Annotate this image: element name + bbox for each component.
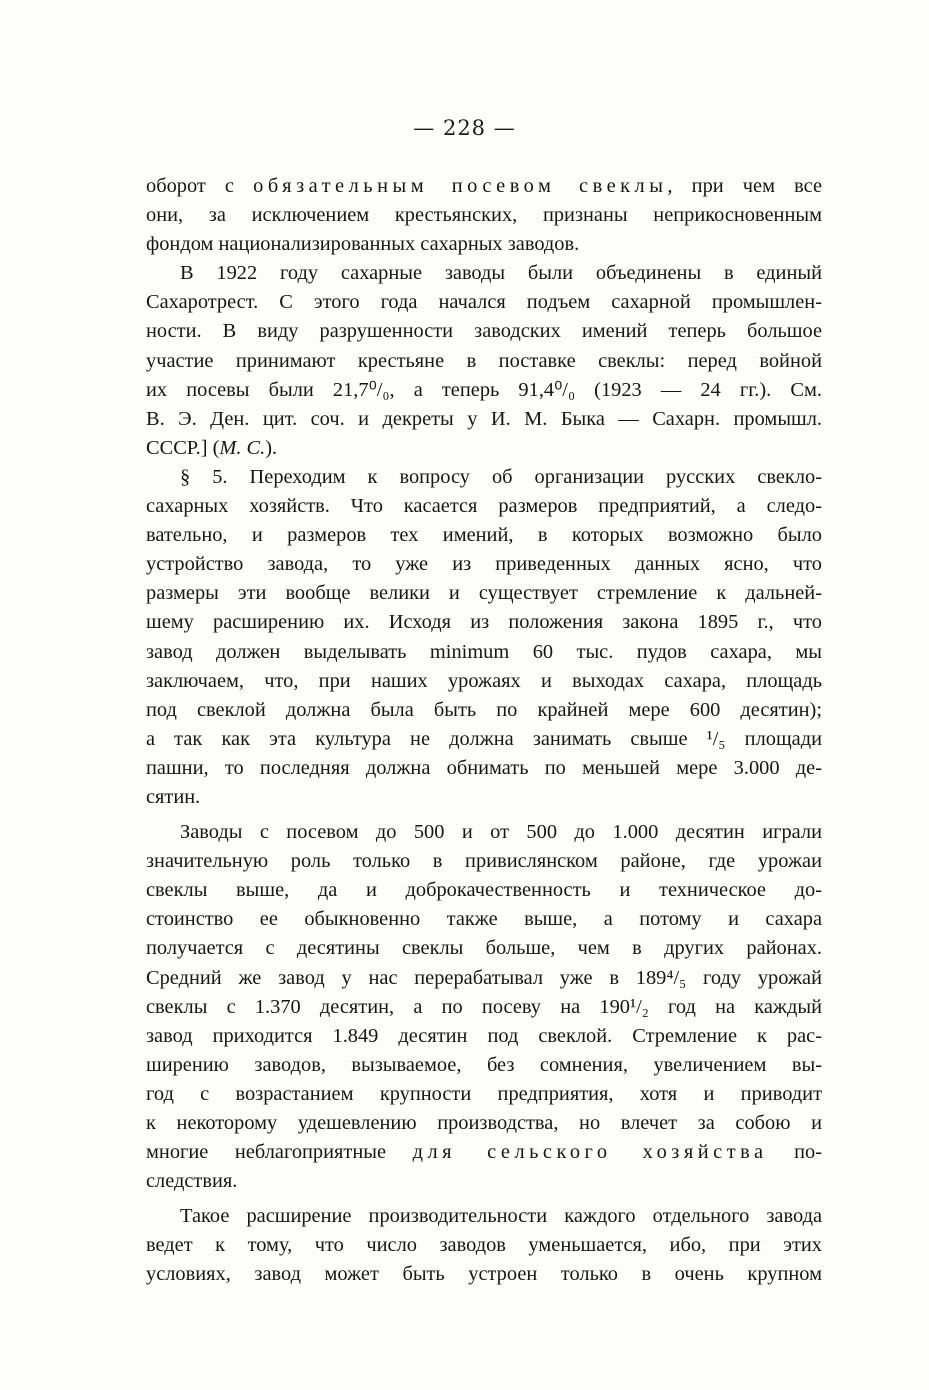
text-line: завод должен выделывать minimum 60 тыс. пудов сахара, мы [146,640,822,663]
text-line: шему расширению их. Исходя из положения закона 1895 г., что [146,611,822,634]
paragraph [146,172,822,259]
text-line: ширению заводов, вызываемое, без сомнения, увеличением вы- [146,1053,822,1076]
paragraph [146,463,822,812]
text-line: Такое расширение производительности каждого отдельного завода [180,1205,822,1228]
text-line: значительную роль только в привислянском районе, где урожаи [146,850,822,873]
text-line: стоинство ее обыкновенно также выше, а потому и сахара [146,908,822,931]
text-line: сахарных хозяйств. Что касается размеров предприятий, а следо- [146,495,822,518]
text-line: фондом национализированных сахарных заводов. [146,233,580,256]
text-line: свеклы выше, да и доброкачественность и техническое до- [146,879,822,902]
text-line: устройство завода, то уже из приведенных данных ясно, что [146,553,822,576]
text-line: завод приходится 1.849 десятин под свеклой. Стремление к рас- [146,1024,822,1047]
text-line: сятин. [146,785,201,808]
text-segment: СССР.] ( [146,436,220,459]
text-line: получается с десятины свеклы больше, чем в других районах. [146,937,822,960]
body-text [146,172,822,1290]
text-line: Заводы с посевом до 500 и от 500 до 1.000 десятин играли [180,821,822,844]
text-line: они, за исключением крестьянских, признаны неприкосновенным [146,204,822,227]
text-line: § 5. Переходим к вопросу об организации русских свекло- [180,465,822,488]
text-line: свеклы с 1.370 десятин, а по посеву на 190¹/₂ год на каждый [146,995,822,1018]
text-line: их посевы были 21,7⁰/₀, а теперь 91,4⁰/₀ (1923 — 24 гг.). См. [146,378,822,401]
text-line: ности. В виду разрушенности заводских имений теперь большое [146,320,822,343]
text-line: участие принимают крестьяне в поставке свеклы: перед войной [146,349,822,372]
text-line [146,434,822,463]
text-segment: для сельского хозяйства [412,1141,768,1164]
text-line: размеры эти вообще велики и существует стремление к дальней- [146,582,822,605]
text-line: ведет к тому, что число заводов уменьшается, ибо, при этих [146,1234,822,1257]
text-line: заключаем, что, при наших урожаях и выходах сахара, площадь [146,669,822,692]
paragraph [146,818,822,1196]
text-line: вательно, и размеров тех имений, в которых возможно было [146,524,822,547]
text-segment: ). [265,436,278,459]
text-segment: по- [767,1141,822,1164]
text-line: следствия. [146,1170,238,1193]
paragraph [146,1202,822,1289]
text-line: В 1922 году сахарные заводы были объединены в единый [180,262,822,285]
text-line: год с возрастанием крупности предприятия, хотя и приводит [146,1082,822,1105]
page-number: — 228 — [413,116,516,140]
text-line: пашни, то последняя должна обнимать по меньшей мере 3.000 де- [146,756,822,779]
text-segment: обязательным посевом свеклы [253,175,668,197]
text-line: а так как эта культура не должна занимать свыше ¹/₅ площади [146,727,822,750]
text-segment: многие неблагоприятные [146,1141,413,1164]
text-segment: М. С. [219,436,266,459]
text-line [146,1138,822,1167]
text-line: Средний же завод у нас перерабатывал уже в 189⁴/₅ году урожай [146,966,822,989]
text-line: В. Э. Ден. цит. соч. и декреты у И. М. Быка — Сахарн. промышл. [146,407,822,430]
text-line: под свеклой должна была быть по крайней мере 600 десятин); [146,698,822,721]
text-line: к некоторому удешевлению производства, но влечет за собою и [146,1112,822,1134]
text-line: условиях, завод может быть устроен только в очень крупном [146,1263,822,1286]
text-segment: , при чем все [667,175,822,197]
text-line: Сахаротрест. С этого года начался подъем сахарной промышлен- [146,291,822,314]
text-segment: оборот с [146,175,254,197]
paragraph [146,259,822,463]
text-line [146,172,822,201]
